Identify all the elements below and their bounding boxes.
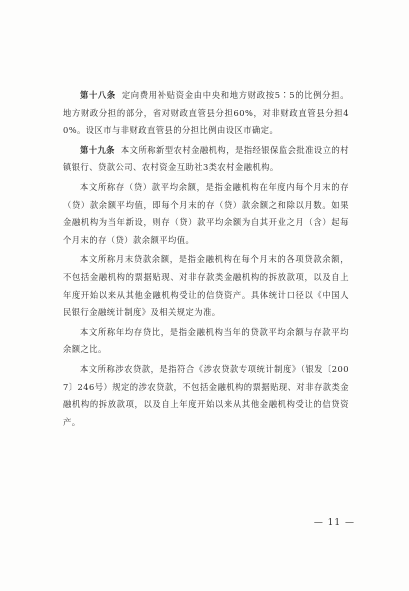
paragraph-agricultural-loans [63,361,349,431]
paragraph-text: 定向费用补贴资金由中央和地方财政按5∶5的比例分担。地方财政分担的部分，省对财政直管县分担60%，对非财政直管县分担40%。设区市与非财政直管县的分担比例由设区市确定。 [63,90,350,136]
paragraph-text: 本文所称涉农贷款，是指符合《涉农贷款专项统计制度》（银发〔2007〕246号）规定的涉农贷款，不包括金融机构的票据贴现、对非存款类金融机构的拆放款项，以及自上年度开始以来从其他金融机构受让的信贷资产。 [63,363,349,427]
page-number-text: — 11 — [313,518,355,528]
article-label: 第十八条 [80,90,116,100]
document-body [63,87,349,433]
paragraph-text: 本文所称新型农村金融机构，是指经银保监会批准设立的村镇银行、贷款公司、农村资金互助社3类农村金融机构。 [63,144,350,173]
paragraph-article-19 [63,142,349,177]
article-label: 第十九条 [80,144,115,155]
paragraph-month-end-loan-balance [63,251,349,321]
paragraph-text: 本文所称年均存贷比，是指金融机构当年的贷款平均余额与存款平均余额之比。 [63,326,349,355]
page-number [0,518,409,528]
paragraph-deposit-loan-average [63,179,349,249]
paragraph-loan-deposit-ratio [63,324,349,359]
paragraph-article-18 [63,87,349,140]
paragraph-text: 本文所称月末贷款余额，是指金融机构在每个月末的各项贷款余额，不包括金融机构的票据贴现、对非存款类金融机构的拆放款项，以及自上年度开始以来从其他金融机构受让的信贷资产。具体统计口径以《中国人民银行金融统计制度》及相关规定为准。 [63,254,349,318]
paragraph-text: 本文所称存（贷）款平均余额，是指金融机构在年度内每个月末的存（贷）款余额平均值，即每个月末的存（贷）款余额之和除以月数。如果金融机构为当年新设，则存（贷）款平均余额为自其开业之月（含）起每个月末的存（贷）款余额平均值。 [63,181,349,245]
